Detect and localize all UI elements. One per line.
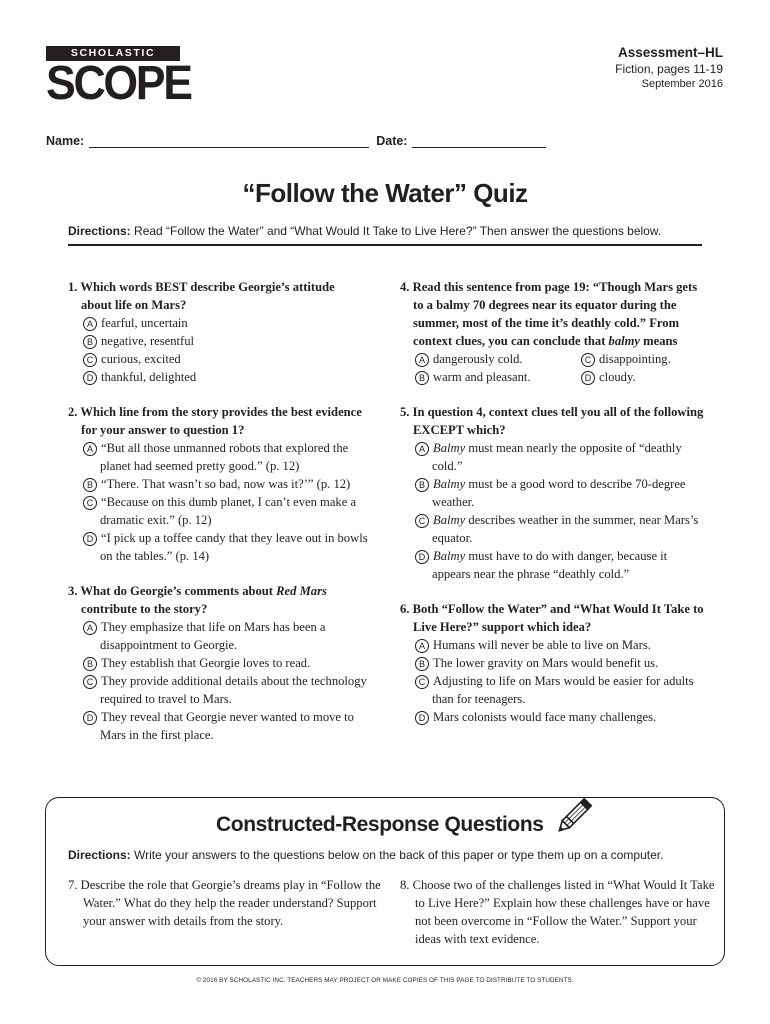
- option-text: negative, resentful: [101, 334, 195, 348]
- option-text: fearful, uncertain: [101, 316, 188, 330]
- stem-text: 3. What do Georgie’s comments about: [68, 584, 277, 598]
- option-letter-icon: C: [83, 496, 97, 510]
- answer-option[interactable]: [68, 332, 368, 350]
- answer-option[interactable]: [581, 350, 731, 368]
- option-text: They establish that Georgie loves to read.: [101, 656, 311, 670]
- option-letter-icon: B: [83, 657, 97, 671]
- option-letter-icon: D: [83, 371, 97, 385]
- option-letter-icon: C: [581, 353, 595, 367]
- question-stem: 2. Which line from the story provides the best evidence for your answer to question 1?: [68, 405, 362, 437]
- option-text: disappointing.: [599, 352, 671, 366]
- option-letter-icon: C: [415, 514, 429, 528]
- question-stem: 5. In question 4, context clues tell you all of the following EXCEPT which?: [400, 405, 704, 437]
- option-text: “I pick up a toffee candy that they leave out in bowls on the tables.” (p. 14): [100, 531, 368, 563]
- option-italic: Balmy: [433, 513, 466, 527]
- option-italic: Balmy: [433, 441, 466, 455]
- answer-option[interactable]: [400, 708, 704, 726]
- option-text: warm and pleasant.: [433, 370, 531, 384]
- question-stem: 6. Both “Follow the Water” and “What Would It Take to Live Here?” support which idea?: [400, 602, 704, 634]
- option-letter-icon: B: [415, 478, 429, 492]
- pages-label: Fiction, pages 11-19: [615, 62, 723, 76]
- constructed-response-title: Constructed-Response Questions: [216, 813, 544, 836]
- name-field[interactable]: [89, 134, 369, 148]
- option-text: They emphasize that life on Mars has been a disappointment to Georgie.: [100, 620, 326, 652]
- question-4: [400, 278, 704, 386]
- option-text: must have to do with danger, because it appears near the phrase “deathly cold.”: [432, 549, 668, 581]
- page-title: “Follow the Water” Quiz: [242, 178, 528, 208]
- answer-option[interactable]: [581, 368, 731, 386]
- option-text: dangerously cold.: [433, 352, 523, 366]
- option-text: “But all those unmanned robots that explored the planet had seemed pretty good.” (p. 12): [100, 441, 349, 473]
- answer-option[interactable]: [400, 672, 704, 708]
- option-letter-icon: A: [415, 442, 429, 456]
- option-text: “Because on this dumb planet, I can’t even make a dramatic exit.” (p. 12): [100, 495, 357, 527]
- name-label: Name:: [46, 134, 85, 148]
- divider: [68, 244, 702, 246]
- option-text: Humans will never be able to live on Mars.: [433, 638, 651, 652]
- answer-option[interactable]: [68, 529, 368, 565]
- option-letter-icon: D: [415, 711, 429, 725]
- question-7: 7. Describe the role that Georgie’s dreams play in “Follow the Water.” What do they help the reader understand? Support your answer with details from the story.: [68, 878, 381, 928]
- answer-option[interactable]: [68, 350, 368, 368]
- name-date-row: [46, 134, 546, 148]
- option-letter-icon: A: [83, 317, 97, 331]
- constructed-directions: [68, 848, 663, 862]
- stem-text: contribute to the story?: [81, 602, 208, 616]
- answer-option[interactable]: [400, 475, 704, 511]
- issue-date: September 2016: [641, 78, 723, 90]
- option-text: must be a good word to describe 70-degree weather.: [432, 477, 686, 509]
- question-2: [68, 403, 368, 565]
- directions-text: Read “Follow the Water” and “What Would It Take to Live Here?” Then answer the questions below.: [130, 224, 662, 238]
- left-column: [68, 278, 368, 761]
- option-letter-icon: D: [83, 532, 97, 546]
- directions-label: Directions:: [68, 224, 131, 238]
- option-text: thankful, delighted: [101, 370, 197, 384]
- option-letter-icon: A: [83, 621, 97, 635]
- answer-option[interactable]: [68, 672, 368, 708]
- option-letter-icon: C: [83, 675, 97, 689]
- answer-option[interactable]: [415, 368, 581, 386]
- answer-option[interactable]: [68, 314, 368, 332]
- option-letter-icon: C: [415, 675, 429, 689]
- option-letter-icon: B: [83, 335, 97, 349]
- assessment-label: Assessment–HL: [617, 45, 723, 60]
- directions: [68, 224, 661, 238]
- option-italic: Balmy: [433, 549, 466, 563]
- answer-option[interactable]: [68, 618, 368, 654]
- options-grid: [400, 350, 704, 386]
- date-label: Date:: [376, 134, 408, 148]
- question-3: [68, 582, 368, 744]
- stem-text: 4. Read this sentence from page 19: “Though Mars gets to a balmy 70 degrees near its equator during the summer, most of the time it’s deathly cold.” From context clues, you can conclude that: [400, 280, 698, 348]
- option-text: describes weather in the summer, near Mars’s equator.: [432, 513, 699, 545]
- option-text: must mean nearly the opposite of “deathly cold.”: [432, 441, 682, 473]
- pencil-icon: [552, 792, 598, 838]
- question-1: [68, 278, 368, 386]
- assessment-header: [615, 44, 723, 92]
- option-letter-icon: B: [415, 657, 429, 671]
- answer-option[interactable]: [68, 654, 368, 672]
- option-letter-icon: A: [415, 639, 429, 653]
- option-text: “There. That wasn’t so bad, now was it?’” (p. 12): [101, 477, 351, 491]
- answer-option[interactable]: [400, 547, 704, 583]
- answer-option[interactable]: [68, 368, 368, 386]
- answer-option[interactable]: [68, 475, 368, 493]
- logo-wordmark: SCOPE: [46, 57, 191, 110]
- option-text: Adjusting to life on Mars would be easier for adults than for teenagers.: [432, 674, 694, 706]
- copyright-footer: © 2016 BY SCHOLASTIC INC. TEACHERS MAY PROJECT OR MAKE COPIES OF THIS PAGE TO DISTRIBUTE TO STUDENTS.: [196, 977, 574, 984]
- question-stem: [68, 582, 368, 618]
- answer-option[interactable]: [68, 493, 368, 529]
- answer-option[interactable]: [400, 654, 704, 672]
- scholastic-scope-logo: [46, 46, 191, 110]
- question-8: 8. Choose two of the challenges listed in “What Would It Take to Live Here?” Explain how these challenges have or have not been overcome in “Follow the Water.” Support your ideas with text evidence.: [400, 878, 715, 946]
- option-text: curious, excited: [101, 352, 181, 366]
- right-column: [400, 278, 704, 743]
- question-stem: [400, 278, 704, 350]
- stem-text: means: [640, 334, 678, 348]
- answer-option[interactable]: [68, 708, 368, 744]
- directions-label: Directions:: [68, 848, 131, 862]
- question-6: [400, 600, 704, 726]
- stem-italic: balmy: [608, 334, 641, 348]
- answer-option[interactable]: [415, 350, 581, 368]
- logo-banner: SCHOLASTIC: [46, 46, 180, 61]
- option-text: They provide additional details about the technology required to travel to Mars.: [100, 674, 367, 706]
- answer-option[interactable]: [68, 439, 368, 475]
- option-letter-icon: D: [83, 711, 97, 725]
- option-text: They reveal that Georgie never wanted to move to Mars in the first place.: [100, 710, 354, 742]
- option-text: cloudy.: [599, 370, 636, 384]
- option-text: Mars colonists would face many challenges.: [433, 710, 657, 724]
- option-letter-icon: B: [415, 371, 429, 385]
- option-letter-icon: D: [581, 371, 595, 385]
- option-letter-icon: A: [83, 442, 97, 456]
- directions-text: Write your answers to the questions below on the back of this paper or type them up on a computer.: [130, 848, 664, 862]
- option-letter-icon: A: [415, 353, 429, 367]
- date-field[interactable]: [412, 134, 546, 148]
- option-text: The lower gravity on Mars would benefit us.: [433, 656, 659, 670]
- answer-option[interactable]: [400, 439, 704, 475]
- option-letter-icon: C: [83, 353, 97, 367]
- answer-option[interactable]: [400, 511, 704, 547]
- question-5: [400, 403, 704, 583]
- answer-option[interactable]: [400, 636, 704, 654]
- question-stem: 1. Which words BEST describe Georgie’s attitude about life on Mars?: [68, 280, 335, 312]
- option-letter-icon: B: [83, 478, 97, 492]
- option-letter-icon: D: [415, 550, 429, 564]
- stem-italic: Red Mars: [276, 584, 327, 598]
- option-italic: Balmy: [433, 477, 466, 491]
